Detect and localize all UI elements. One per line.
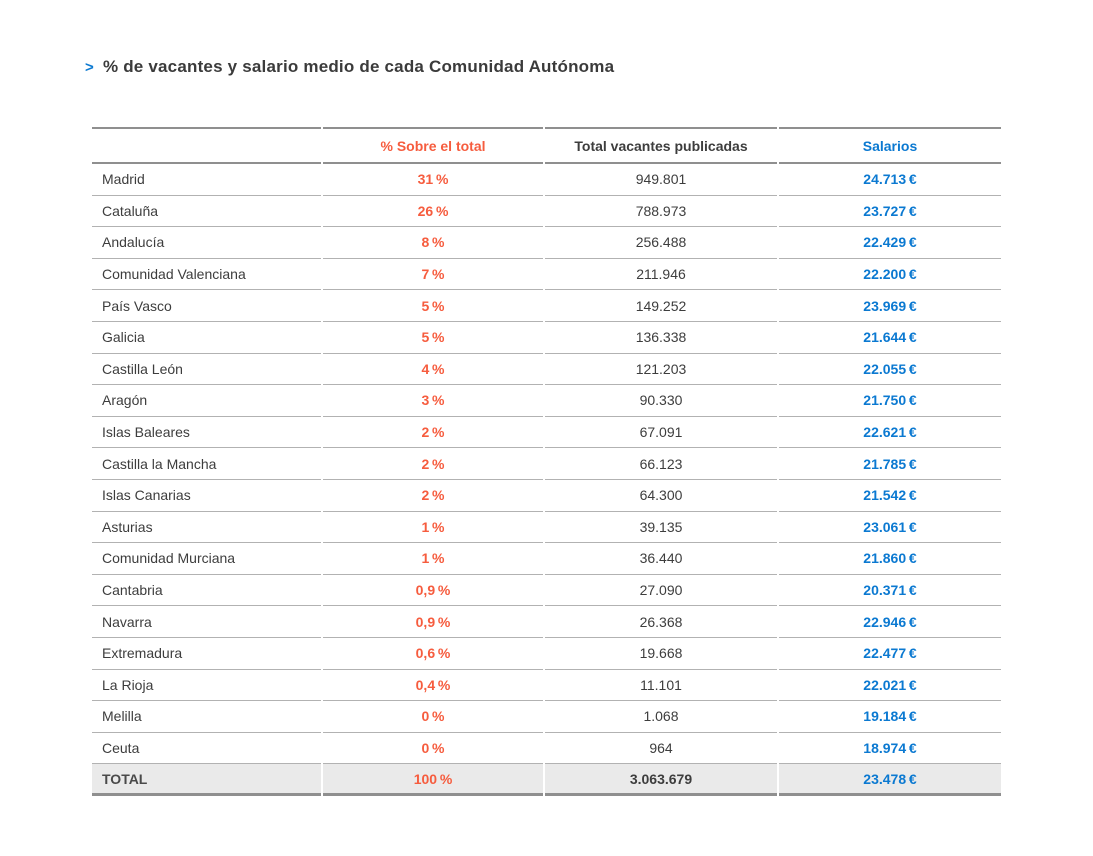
salary-value: 23.969 €	[779, 290, 1001, 322]
region-name: Andalucía	[92, 227, 321, 259]
pct-value: 2 %	[323, 480, 543, 512]
table-row	[92, 164, 1001, 196]
region-name: Comunidad Valenciana	[92, 259, 321, 291]
table-row	[92, 480, 1001, 512]
salary-value: 21.750 €	[779, 385, 1001, 417]
vacancies-value: 788.973	[545, 196, 777, 228]
page-title-text: % de vacantes y salario medio de cada Comunidad Autónoma	[102, 57, 615, 76]
col-header-region	[92, 127, 321, 164]
region-name: Ceuta	[92, 733, 321, 765]
table-row	[92, 575, 1001, 607]
col-header-salaries: Salarios	[779, 127, 1001, 164]
table-row	[92, 733, 1001, 765]
salary-value: 22.021 €	[779, 670, 1001, 702]
total-salary-value: 23.478 €	[779, 764, 1001, 796]
pct-value: 2 %	[323, 448, 543, 480]
salary-value: 22.429 €	[779, 227, 1001, 259]
vacancies-value: 39.135	[545, 512, 777, 544]
pct-value: 5 %	[323, 290, 543, 322]
total-label: TOTAL	[92, 764, 321, 796]
region-name: Castilla León	[92, 354, 321, 386]
region-name: Galicia	[92, 322, 321, 354]
region-name: Madrid	[92, 164, 321, 196]
salary-value: 22.621 €	[779, 417, 1001, 449]
table-row	[92, 670, 1001, 702]
table-row	[92, 606, 1001, 638]
col-header-pct: % Sobre el total	[323, 127, 543, 164]
header-row	[92, 127, 1001, 164]
salary-value: 20.371 €	[779, 575, 1001, 607]
table-body	[92, 164, 1001, 764]
table-row	[92, 227, 1001, 259]
table-footer	[92, 764, 1001, 796]
region-name: País Vasco	[92, 290, 321, 322]
region-name: La Rioja	[92, 670, 321, 702]
salary-value: 21.644 €	[779, 322, 1001, 354]
pct-value: 1 %	[323, 512, 543, 544]
page-title	[85, 57, 614, 77]
pct-value: 0,9 %	[323, 606, 543, 638]
salary-value: 22.055 €	[779, 354, 1001, 386]
salary-value: 18.974 €	[779, 733, 1001, 765]
pct-value: 0 %	[323, 701, 543, 733]
total-pct-value: 100 %	[323, 764, 543, 796]
salary-value: 21.542 €	[779, 480, 1001, 512]
salary-value: 22.946 €	[779, 606, 1001, 638]
pct-value: 7 %	[323, 259, 543, 291]
salary-value: 22.200 €	[779, 259, 1001, 291]
vacancies-value: 121.203	[545, 354, 777, 386]
pct-value: 3 %	[323, 385, 543, 417]
table-row	[92, 512, 1001, 544]
region-name: Extremadura	[92, 638, 321, 670]
vacancies-value: 66.123	[545, 448, 777, 480]
table-row	[92, 701, 1001, 733]
table-row	[92, 354, 1001, 386]
pct-value: 1 %	[323, 543, 543, 575]
vacancies-value: 19.668	[545, 638, 777, 670]
salary-value: 24.713 €	[779, 164, 1001, 196]
region-name: Castilla la Mancha	[92, 448, 321, 480]
table-row	[92, 385, 1001, 417]
region-name: Melilla	[92, 701, 321, 733]
vacancies-value: 1.068	[545, 701, 777, 733]
region-name: Comunidad Murciana	[92, 543, 321, 575]
vacancies-value: 27.090	[545, 575, 777, 607]
vacancies-value: 26.368	[545, 606, 777, 638]
pct-value: 8 %	[323, 227, 543, 259]
table-row	[92, 290, 1001, 322]
region-name: Aragón	[92, 385, 321, 417]
table-row	[92, 638, 1001, 670]
table-row	[92, 322, 1001, 354]
pct-value: 26 %	[323, 196, 543, 228]
vacancies-value: 949.801	[545, 164, 777, 196]
col-header-vacancies: Total vacantes publicadas	[545, 127, 777, 164]
pct-value: 0,9 %	[323, 575, 543, 607]
region-name: Cataluña	[92, 196, 321, 228]
table-row	[92, 259, 1001, 291]
vacancies-value: 36.440	[545, 543, 777, 575]
pct-value: 0,4 %	[323, 670, 543, 702]
pct-value: 5 %	[323, 322, 543, 354]
pct-value: 0,6 %	[323, 638, 543, 670]
vacancies-value: 256.488	[545, 227, 777, 259]
salary-value: 19.184 €	[779, 701, 1001, 733]
pct-value: 0 %	[323, 733, 543, 765]
salary-value: 21.785 €	[779, 448, 1001, 480]
table-row	[92, 543, 1001, 575]
salary-value: 23.061 €	[779, 512, 1001, 544]
regions-table	[90, 127, 1003, 796]
table-row	[92, 196, 1001, 228]
region-name: Islas Canarias	[92, 480, 321, 512]
table-header	[92, 127, 1001, 164]
vacancies-value: 64.300	[545, 480, 777, 512]
region-name: Islas Baleares	[92, 417, 321, 449]
region-name: Asturias	[92, 512, 321, 544]
salary-value: 23.727 €	[779, 196, 1001, 228]
vacancies-value: 211.946	[545, 259, 777, 291]
vacancies-value: 90.330	[545, 385, 777, 417]
pct-value: 31 %	[323, 164, 543, 196]
total-row	[92, 764, 1001, 796]
chevron-right-icon: >	[85, 59, 94, 76]
vacancies-value: 136.338	[545, 322, 777, 354]
table-row	[92, 417, 1001, 449]
region-name: Cantabria	[92, 575, 321, 607]
vacancies-value: 67.091	[545, 417, 777, 449]
vacancies-value: 11.101	[545, 670, 777, 702]
region-name: Navarra	[92, 606, 321, 638]
pct-value: 4 %	[323, 354, 543, 386]
vacancies-value: 964	[545, 733, 777, 765]
salary-value: 22.477 €	[779, 638, 1001, 670]
salary-value: 21.860 €	[779, 543, 1001, 575]
total-vacancies-value: 3.063.679	[545, 764, 777, 796]
table-row	[92, 448, 1001, 480]
pct-value: 2 %	[323, 417, 543, 449]
vacancies-value: 149.252	[545, 290, 777, 322]
